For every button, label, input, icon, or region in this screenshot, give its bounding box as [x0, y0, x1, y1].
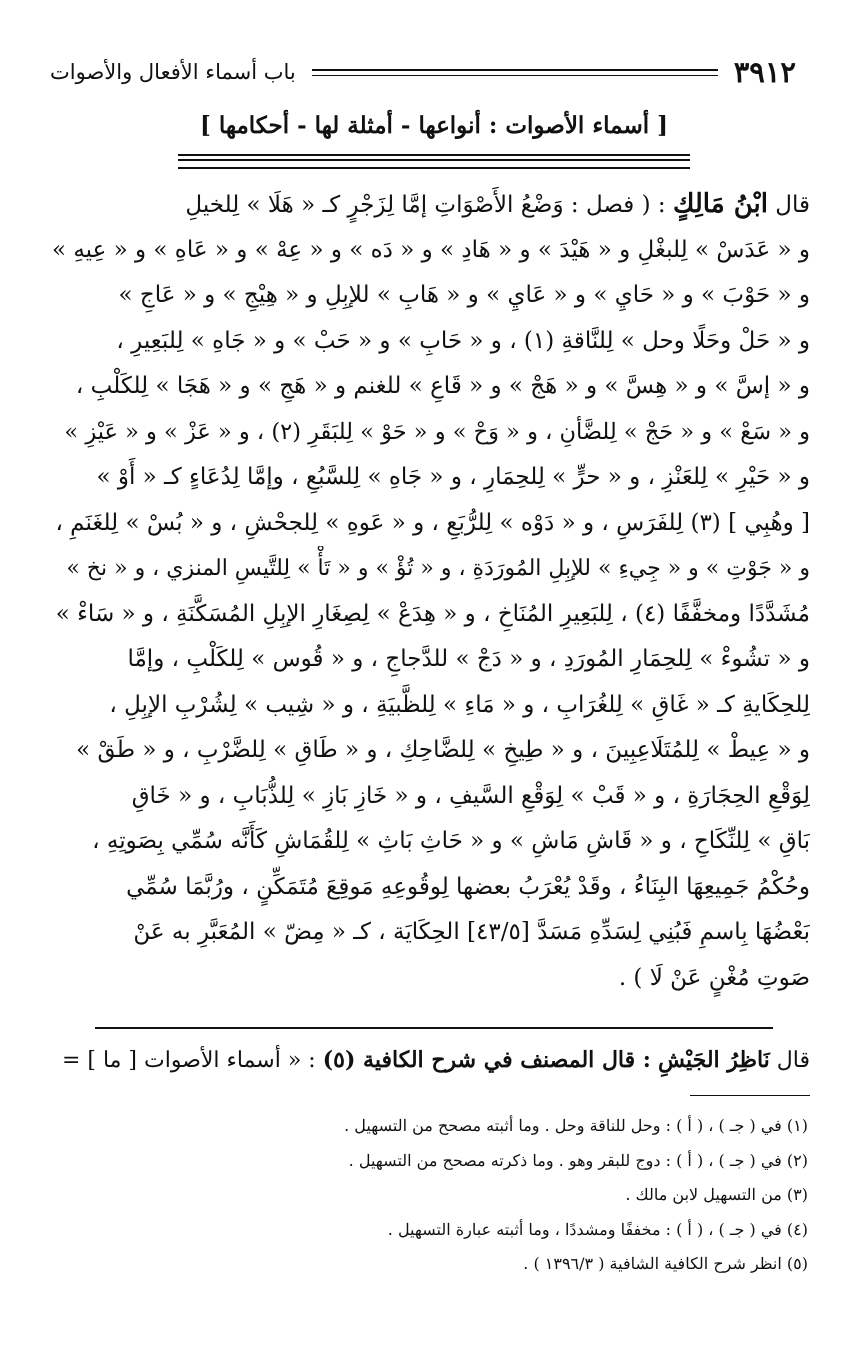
page-number: ٣٩١٢: [733, 55, 796, 89]
text-line: بَعْضُهَا بِاسمِ فَبُنِي لِسَدِّهِ مَسَدَّ [٤٣/٥] الحِكَايَة ، كـ « مِضّ » المُعَبَّرِ به عَنْ: [133, 919, 810, 945]
footnote-5: (٥) انظر شرح الكافية الشافية ( ١٣٩٦/٣ ) .: [523, 1254, 808, 1273]
text-line: لِوَقْعِ الحِجَارَةِ ، و « قَبْ » لِوَقْعِ السَّيفِ ، و « خَازِ بَازِ » لِلذُّبَابِ ، و « خَاقِ: [131, 782, 810, 809]
continuation-prefix: قال: [776, 1048, 810, 1073]
text-line: و « تشُوءْ » لِلحِمَارِ المُورَدِ ، و « دَجْ » للدَّجاجِ ، و « قُوس » لِلكَلْبِ ، وإمَّا: [127, 646, 810, 672]
text-line: و « حَوْبَ » و « حَايِ » و « عَايِ » و « هَابِ » للإبِلِ و « هِيْجِ » و « عَاجِ »: [118, 282, 810, 308]
text-line: و « حَلْ وحَلًا وحل » لِلنَّاقةِ (١) ، و « حَابِ » و « حَبْ » و « جَاهِ » لِلبَعِيرِ ،: [116, 327, 810, 354]
footnote-2: (٢) في ( جـ ) ، ( أ ) : دوج للبقر وهو . وما ذكرته مصحح من التسهيل .: [348, 1150, 808, 1170]
section-divider: [95, 1027, 773, 1029]
continuation-speaker: نَاظِرُ الجَيْشِ: [657, 1047, 770, 1073]
text-line: و « إسَّ » و « هِسَّ » و « هَجْ » و « قَاعِ » للغنم و « هَجِ » و « هَجَا » لِلكَلْبِ ،: [75, 373, 810, 399]
footnote-1: (١) في ( جـ ) ، ( أ ) : وحل للناقة وحل . وما أثبته مصحح من التسهيل .: [344, 1116, 808, 1135]
text-line: [ وهُبِي ] (٣) لِلفَرَسِ ، و « دَوْه » لِلرُّبَعِ ، و « عَوهِ » لِلجحْشِ ، و « بُسْ » لِلغَنَمِ ،: [55, 509, 810, 536]
continuation-tail: : « أسماء الأصوات [ ما ] =: [61, 1048, 316, 1073]
text-line: و « جَوْتِ » و « جِيءِ » للإبِلِ المُورَدَةِ ، و « تُؤْ » و « تَأْ » لِلتَّيسِ المنزي ، و « نخ »: [66, 556, 810, 581]
text-line: لِلحِكَايةِ كـ « غَاقِ » لِلغُرَابِ ، و « مَاءِ » لِلظَّبيَةِ ، و « شِيب » لِشُرْبِ الإبِلِ ،: [109, 691, 810, 718]
footnote-3: (٣) من التسهيل لابن مالك .: [625, 1185, 808, 1204]
text-line: مُشَدَّدًا ومخفَّفًا (٤) ، لِلبَعِيرِ المُنَاخِ ، و « هِدَعْ » لِصِغَارِ الإبِلِ المُسَكَّنَةِ ، و « سَاءْ »: [55, 600, 810, 627]
running-title: باب أسماء الأفعال والأصوات: [50, 60, 296, 84]
text-line: و « عِيطْ » لِلمُتَلَاعِبِينَ ، و « طِيخِ » لِلضَّاحِكِ ، و « طَاقِ » لِلضَّرْبِ ، و « طَقْ »: [76, 737, 810, 763]
text-line: صَوتِ مُغْنٍ عَنْ لَا ) .: [618, 964, 810, 991]
main-text: [52, 182, 810, 1001]
text-line: و « سَعْ » و « حَجْ » لِلضَّأنِ ، و « وَحْ » و « حَوْ » لِلبَقَرِ (٢) ، و « عَزْ » و « عَيْزِ »: [64, 418, 810, 445]
section-heading: [ أسماء الأصوات : أنواعها - أمثلة لها - أحكامها ]: [199, 112, 669, 139]
running-head-rule: [312, 69, 718, 76]
heading-triple-rule: [178, 154, 690, 169]
text-line: [52, 182, 810, 228]
footnotes: [60, 1109, 808, 1282]
running-head: [50, 52, 796, 92]
footnote-4: (٤) في ( جـ ) ، ( أ ) : مخففًا ومشددًا ، وما أثبته عبارة التسهيل .: [387, 1219, 808, 1239]
text-line: و « حَيْرِ » لِلعَنْزِ ، و « حرٍّ » لِلحِمَارِ ، و « جَاهِ » لِلسَّبُعِ ، وإمَّا لِدُعَاءٍ كـ « أَوْ »: [96, 464, 810, 490]
text-line: بَاقِ » لِلنِّكَاحِ ، و « قَاشِ مَاشِ » و « حَاثِ بَاثِ » لِلقُمَاشِ كَأَنَّه سُمِّي بِصَوتِهِ ،: [92, 828, 810, 854]
text-line: و « عَدَسْ » لِلبغْلِ و « هَيْدَ » و « هَادِ » و « دَه » و « عِهْ » و « عَاهِ » و « عِيهِ »: [52, 236, 810, 263]
continuation-bold-text: : قال المصنف في شرح الكافية (٥): [322, 1047, 651, 1073]
text-line: وحُكْمُ جَمِيعِهَا البِنَاءُ ، وقَدْ يُعْرَبُ بعضها لِوقُوعِهِ مَوقِعَ مُتَمَكِّنٍ ، ورُبَّمَا سُمِّي: [126, 873, 810, 900]
quote-text: : ( فصل : وَضْعُ الأَصْوَاتِ إمَّا لِزَجْرٍ كـ « هَلَا » لِلخيلِ: [185, 192, 666, 218]
continuation-line: [40, 1034, 810, 1087]
speaker-name: ابْنُ مَالِكٍ: [672, 189, 768, 219]
quote-intro: قال: [775, 192, 810, 218]
footnote-rule: [690, 1095, 810, 1096]
